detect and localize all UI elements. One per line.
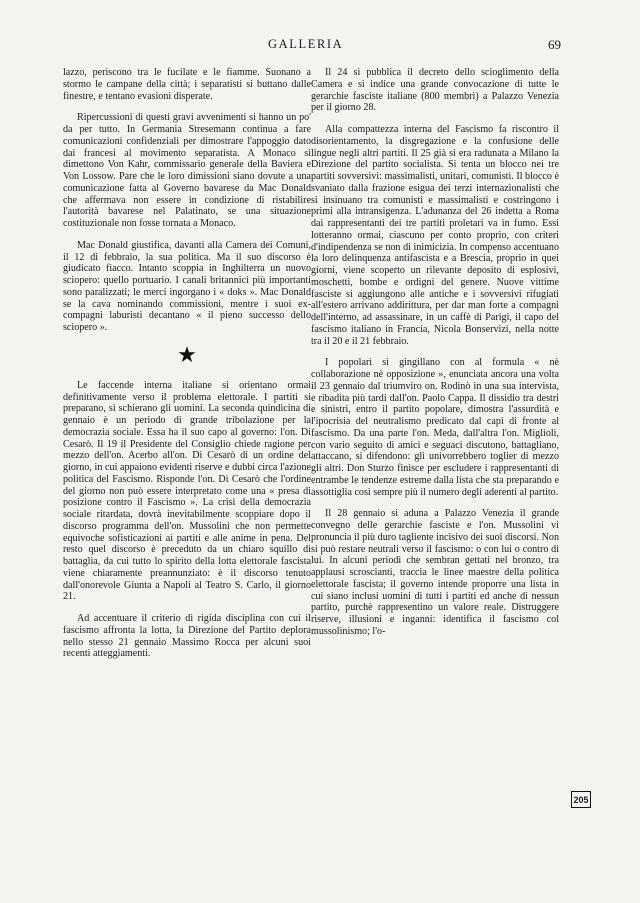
- paragraph: Le faccende interna italiane si orientano ormai definitivamente verso il problema elettorale. I partiti si preparano, si schierano gli uomini. La seconda quindicina di gennaio è un periodo di grande tribolazione per la democrazia sociale. Essa ha il suo capo al governo: l'on. Di Cesarò. Il 19 il Presidente del Consiglio chiede ragione per mezzo dell'on. Acerbo all'on. Di Cesarò di un ordine del giorno, in cui appaiono evidenti riserve e dubbi circa l'azione politica del Fascismo. Risponde l'on. Di Cesarò che l'ordine del giorno non può essere interpretato come una « presa di posizione contro il Fascismo ». La crisi della democrazia sociale ritardata, dovrà inevitabilmente scoppiare dopo il discorso programma dell'on. Mussolini che non permette equivoche sofisticazioni ai partiti e alle anime in pena. Del resto quel discorso è preceduto da un chiaro squillo di battaglia, da cui tutto lo spirito della lotta elettorale fascista viene chiaramente preannunziato: è il discorso tenuto dall'onorevole Giunta a Napoli al Teatro S. Carlo, il giorno 21.: [63, 379, 311, 603]
- paragraph: Il 28 gennaio si aduna a Palazzo Venezia il grande convegno delle gerarchie fasciste e l'on. Mussolini vi pronuncia il più duro tagliente incisivo dei suoi discorsi. Non si può restare neutrali verso il fascismo: o con lui o contro di lui. In alcuni periodi che sembran gettati nel bronzo, tra applausi scroscianti, traccia le linee maestre della politica elettorale fascista; il governo intende proporre una lista in cui siano inclusi uomini di tutti i partiti ed anche di nessun partito, purchè rappresentino un valore reale. Distruggere riserve, illusioni e inganni: identifica il fascismo col mussolinismo; l'o-: [311, 508, 559, 637]
- stamp-number: 205: [571, 791, 591, 808]
- paragraph: Mac Donald giustifica, davanti alla Camera dei Comuni, il 12 di febbraio, la sua politica. Ma il suo discorso è giudicato fiacco. Intanto scoppia in Inghilterra un nuovo sciopero: quello portuario. I canali britannici più importanti sono paralizzati; le merci ingorgano i « doks ». Mac Donald se la cava nominando commissioni, mentre i suoi ex- compagni laburisti decantano « il pieno successo dello sciopero ».: [63, 239, 311, 333]
- paragraph: lazzo, periscono tra le fucilate e le fiamme. Suonano a stormo le campane della città; i separatisti si buttano dalle finestre, e tentano evasioni disperate.: [63, 67, 311, 102]
- paragraph: Il 24 si pubblica il decreto dello scioglimento della Camera e si indice una grande convocazione di tutte le gerarchie fasciste italiane (800 membri) a Palazzo Venezia per il giorno 28.: [311, 67, 559, 114]
- paragraph: Ad accentuare il criterio di rigida disciplina con cui il fascismo affronta la lotta, la Direzione del Partito deplora nello stesso 21 gennaio Massimo Rocca per alcuni suoi recenti atteggiamenti.: [63, 613, 311, 660]
- paragraph: Ripercussioni di questi gravi avvenimenti si hanno un po' da per tutto. In Germania Stresemann continua a fare comunicazioni confidenziali per dimostrare l'appoggio dato dai francesi al movimento separatista. A Monaco si dimettono Von Kahr, commissario generale della Baviera e Von Lossow. Pare che le loro dimissioni siano dovute a una comunicazione fatta al Governo bavarese da Mac Donald che affermava non essere in condizione di ristabilire l'autorità bavarese nel Palatinato, se una situazione costituzionale non fosse tornata a Monaco.: [63, 112, 311, 229]
- paragraph: Alla compattezza interna del Fascismo fa riscontro il disorientamento, la disgregazione e la confusione delle lingue negli altri partiti. Il 25 già si era radunata a Milano la Direzione del partito socialista. Si tenta un blocco nei tre partiti sovversivi: massimalisti, unitari, comunisti. Il blocco è svaniato dalla frazione esigua dei terzi internazionalisti che si insinuano tra comunisti e massimalisti e costringono i primi alla intransigenza. L'adunanza del 26 indetta a Roma dai rappresentanti dei tre partiti proletari va in fumo. Essi lotteranno ormai, ciascuno per conto proprio, con criteri d'indipendenza se non di inimicizia. In compenso accentuano la loro delinquenza antifascista e a Brescia, proprio in quei giorni, viene scoperto un rilevante deposito di esplosivi, moschetti, bombe e ordigni del genere. Nuove vittime fasciste si aggiungono alle antiche e i sovversivi rifugiati all'estero arrivano addirittura, per dar man forte a compagni dell'interno, ad assassinare, in un caffè di Parigi, il capo del fascismo italiano in Francia, Nicola Bonservizi, nella notte tra il 20 e il 21 febbraio.: [311, 124, 559, 347]
- running-title: GALLERIA: [268, 37, 344, 51]
- paragraph: I popolari si gingillano con al formula « nè collaborazione nè opposizione », enunciata ancora una volta il 23 gennaio dal triumviro on. Rodinò in una sua intervista, e ribadita più tardi dall'on. Paolo Cappa. Il dissidio tra destri e sinistri, entro il partito popolare, dimostra l'assurdità e l'ipocrisia del neutralismo predicato dal capi di fronte al fascismo. Da una parte l'on. Meda, dall'altra l'on. Miglioli, con vario seguito di amici e seguaci discutono, battagliano, attaccano, si difendono: gli univorrebbero toglier di mezzo gli altri. Don Sturzo finisce per escludere i rappresentanti di entrambe le tendenze estreme dalla lista che sta preparando e assottiglia così sempre più il numero degli aderenti al partito.: [311, 357, 559, 498]
- right-column: [311, 67, 559, 648]
- left-column: [63, 67, 311, 670]
- star-ornament-icon: ★: [177, 341, 197, 367]
- page-number: 69: [548, 37, 561, 52]
